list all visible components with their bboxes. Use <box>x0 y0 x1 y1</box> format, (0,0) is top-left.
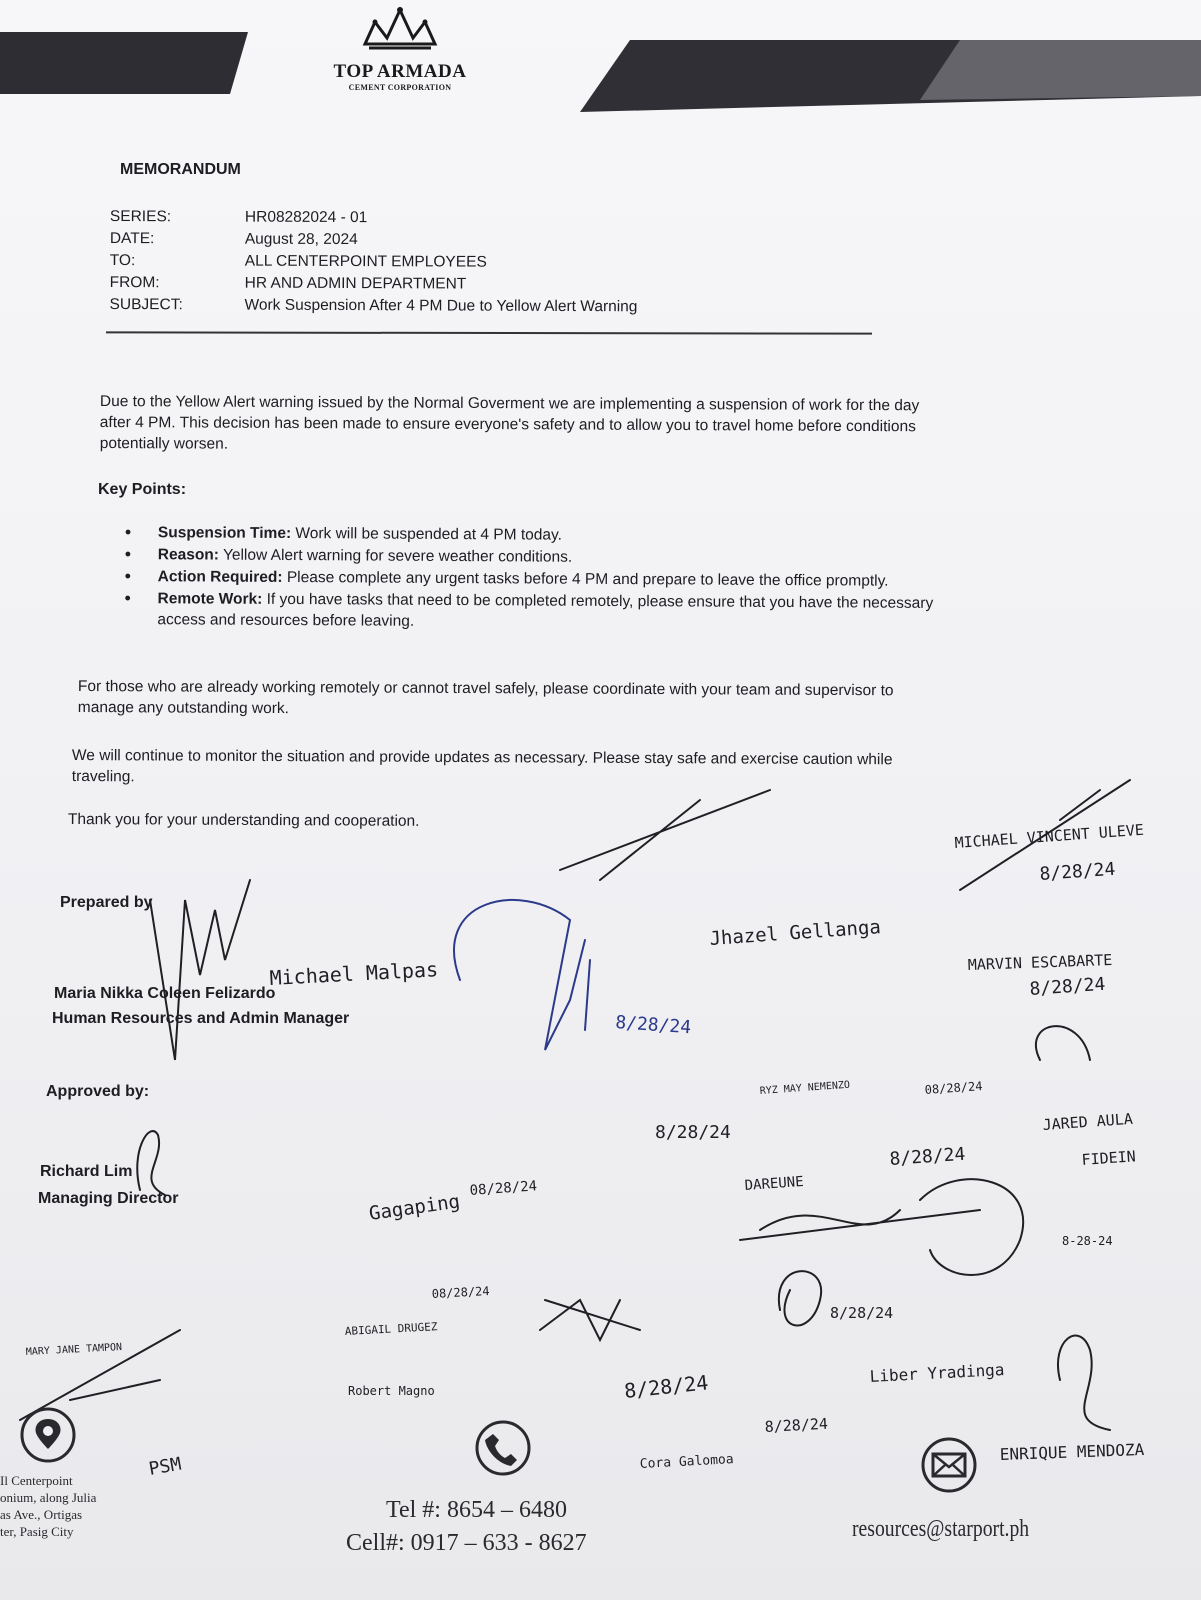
signature-scribble <box>779 1271 821 1325</box>
handwritten-note: MICHAEL VINCENT ULEVE <box>954 820 1145 852</box>
phone-icon <box>473 1418 533 1478</box>
handwritten-note: MARY JANE TAMPON <box>25 1341 123 1358</box>
handwritten-note: 8/28/24 <box>888 1143 967 1170</box>
signature-scribble <box>740 1210 980 1240</box>
telephone-number: Tel #: 8654 – 6480 <box>386 1497 567 1523</box>
handwritten-note: 8-28-24 <box>1062 1234 1113 1248</box>
handwritten-note: 08/28/24 <box>431 1283 490 1301</box>
key-point-text: If you have tasks that need to be completed remotely, please ensure that you have the necessary access and resources before leaving. <box>157 590 934 630</box>
key-points-title: Key Points: <box>98 481 187 498</box>
intro-paragraph: Due to the Yellow Alert warning issued by the Normal Goverment we are implementing a suspension of work for the day after 4 PM. This decision has been made to ensure everyone's safety and to allow you to travel home before conditions potentially worsen. <box>99 392 920 453</box>
handwritten-note: 8/28/24 <box>830 1304 894 1322</box>
key-point-text: Work will be suspended at 4 PM today. <box>291 525 563 544</box>
approved-title: Managing Director <box>38 1190 179 1207</box>
location-pin-icon <box>18 1405 78 1469</box>
memo-title: MEMORANDUM <box>120 161 241 178</box>
approved-name: Richard Lim <box>40 1163 133 1180</box>
header-label: SUBJECT: <box>109 295 183 314</box>
handwritten-note: ENRIQUE MENDOZA <box>999 1439 1145 1464</box>
bullet-icon: • <box>124 587 131 609</box>
header-label: DATE: <box>109 229 155 248</box>
handwritten-note: Gagaping <box>367 1190 462 1225</box>
handwritten-note: 8/28/24 <box>614 1012 692 1039</box>
handwritten-note: 08/28/24 <box>469 1178 538 1199</box>
signature-scribble <box>137 1131 165 1195</box>
handwritten-note: Cora Galomoa <box>639 1452 735 1472</box>
header-value: HR AND ADMIN DEPARTMENT <box>244 274 467 293</box>
signature-scribble <box>1036 1026 1090 1060</box>
bullet-icon: • <box>124 543 132 565</box>
handwritten-note: 8/28/24 <box>764 1414 829 1436</box>
monitor-paragraph: We will continue to monitor the situation and provide updates as necessary. Please stay safe and exercise caution while traveling. <box>71 747 893 786</box>
signature-scribble <box>150 880 250 1060</box>
header-label: TO: <box>109 251 136 270</box>
handwritten-note: 8/28/24 <box>655 1122 731 1143</box>
handwritten-note: PSM <box>147 1453 183 1480</box>
email-address: resources@starport.ph <box>852 1516 1030 1542</box>
signature-scribble <box>560 790 770 880</box>
approved-by-label: Approved by: <box>46 1083 150 1100</box>
key-point-text: Please complete any urgent tasks before 4 PM and prepare to leave the office promptly. <box>282 568 889 590</box>
signature-scribble <box>540 1300 640 1340</box>
company-address <box>0 1472 96 1540</box>
handwritten-note: FIDEIN <box>1081 1147 1137 1169</box>
header-value: ALL CENTERPOINT EMPLOYEES <box>244 252 487 271</box>
handwritten-note: Michael Malpas <box>269 957 439 990</box>
company-name: TOP ARMADA <box>333 61 467 82</box>
header-value: HR08282024 - 01 <box>244 208 368 227</box>
envelope-icon <box>918 1435 980 1495</box>
address-line: as Ave., Ortigas <box>0 1507 83 1522</box>
company-subtitle: CEMENT CORPORATION <box>348 83 452 92</box>
key-point-label: Reason: <box>157 546 220 564</box>
cell-number: Cell#: 0917 – 633 - 8627 <box>346 1530 587 1556</box>
handwritten-note: 8/28/24 <box>1038 858 1117 885</box>
handwritten-note: Robert Magno <box>348 1384 435 1398</box>
signature-scribble <box>454 900 585 1050</box>
key-point-label: Action Required: <box>157 568 283 586</box>
address-line: onium, along Julia <box>0 1490 97 1505</box>
header-value: August 28, 2024 <box>244 230 358 249</box>
remote-paragraph: For those who are already working remotely or cannot travel safely, please coordinate with your team and supervisor to manage any outstanding work. <box>77 678 894 718</box>
bullet-icon: • <box>124 522 132 543</box>
signature-scribble <box>1058 1336 1110 1430</box>
key-point-label: Remote Work: <box>157 590 263 608</box>
header-value: Work Suspension After 4 PM Due to Yellow Alert Warning <box>244 296 638 316</box>
address-line: ter, Pasig City <box>0 1524 74 1539</box>
key-point-text: Yellow Alert warning for severe weather conditions. <box>218 546 573 566</box>
thanks-paragraph: Thank you for your understanding and cooperation. <box>67 811 420 830</box>
handwritten-note: DAREUNE <box>744 1173 805 1194</box>
handwritten-note: Jhazel Gellanga <box>708 916 882 950</box>
prepared-title: Human Resources and Admin Manager <box>52 1010 350 1027</box>
address-line: Il Centerpoint <box>0 1473 73 1488</box>
key-point-label: Suspension Time: <box>157 524 292 543</box>
handwritten-note: RYZ MAY NEMENZO <box>759 1079 851 1097</box>
handwritten-note: 08/28/24 <box>924 1078 983 1097</box>
header-label: SERIES: <box>109 207 172 226</box>
header-label: FROM: <box>109 273 160 292</box>
prepared-name: Maria Nikka Coleen Felizardo <box>54 985 276 1002</box>
bullet-icon: • <box>124 565 132 587</box>
signature-scribble <box>585 960 590 1030</box>
handwritten-note: MARVIN ESCABARTE <box>967 950 1113 974</box>
signature-scribble <box>920 1179 1023 1275</box>
handwritten-note: Liber Yradinga <box>869 1359 1005 1386</box>
handwritten-note: 8/28/24 <box>623 1370 710 1403</box>
prepared-by-label: Prepared by <box>60 894 153 911</box>
handwritten-note: JARED AULA <box>1042 1109 1134 1134</box>
handwritten-note: ABIGAIL DRUGEZ <box>344 1320 438 1338</box>
handwritten-note: 8/28/24 <box>1028 973 1107 1000</box>
